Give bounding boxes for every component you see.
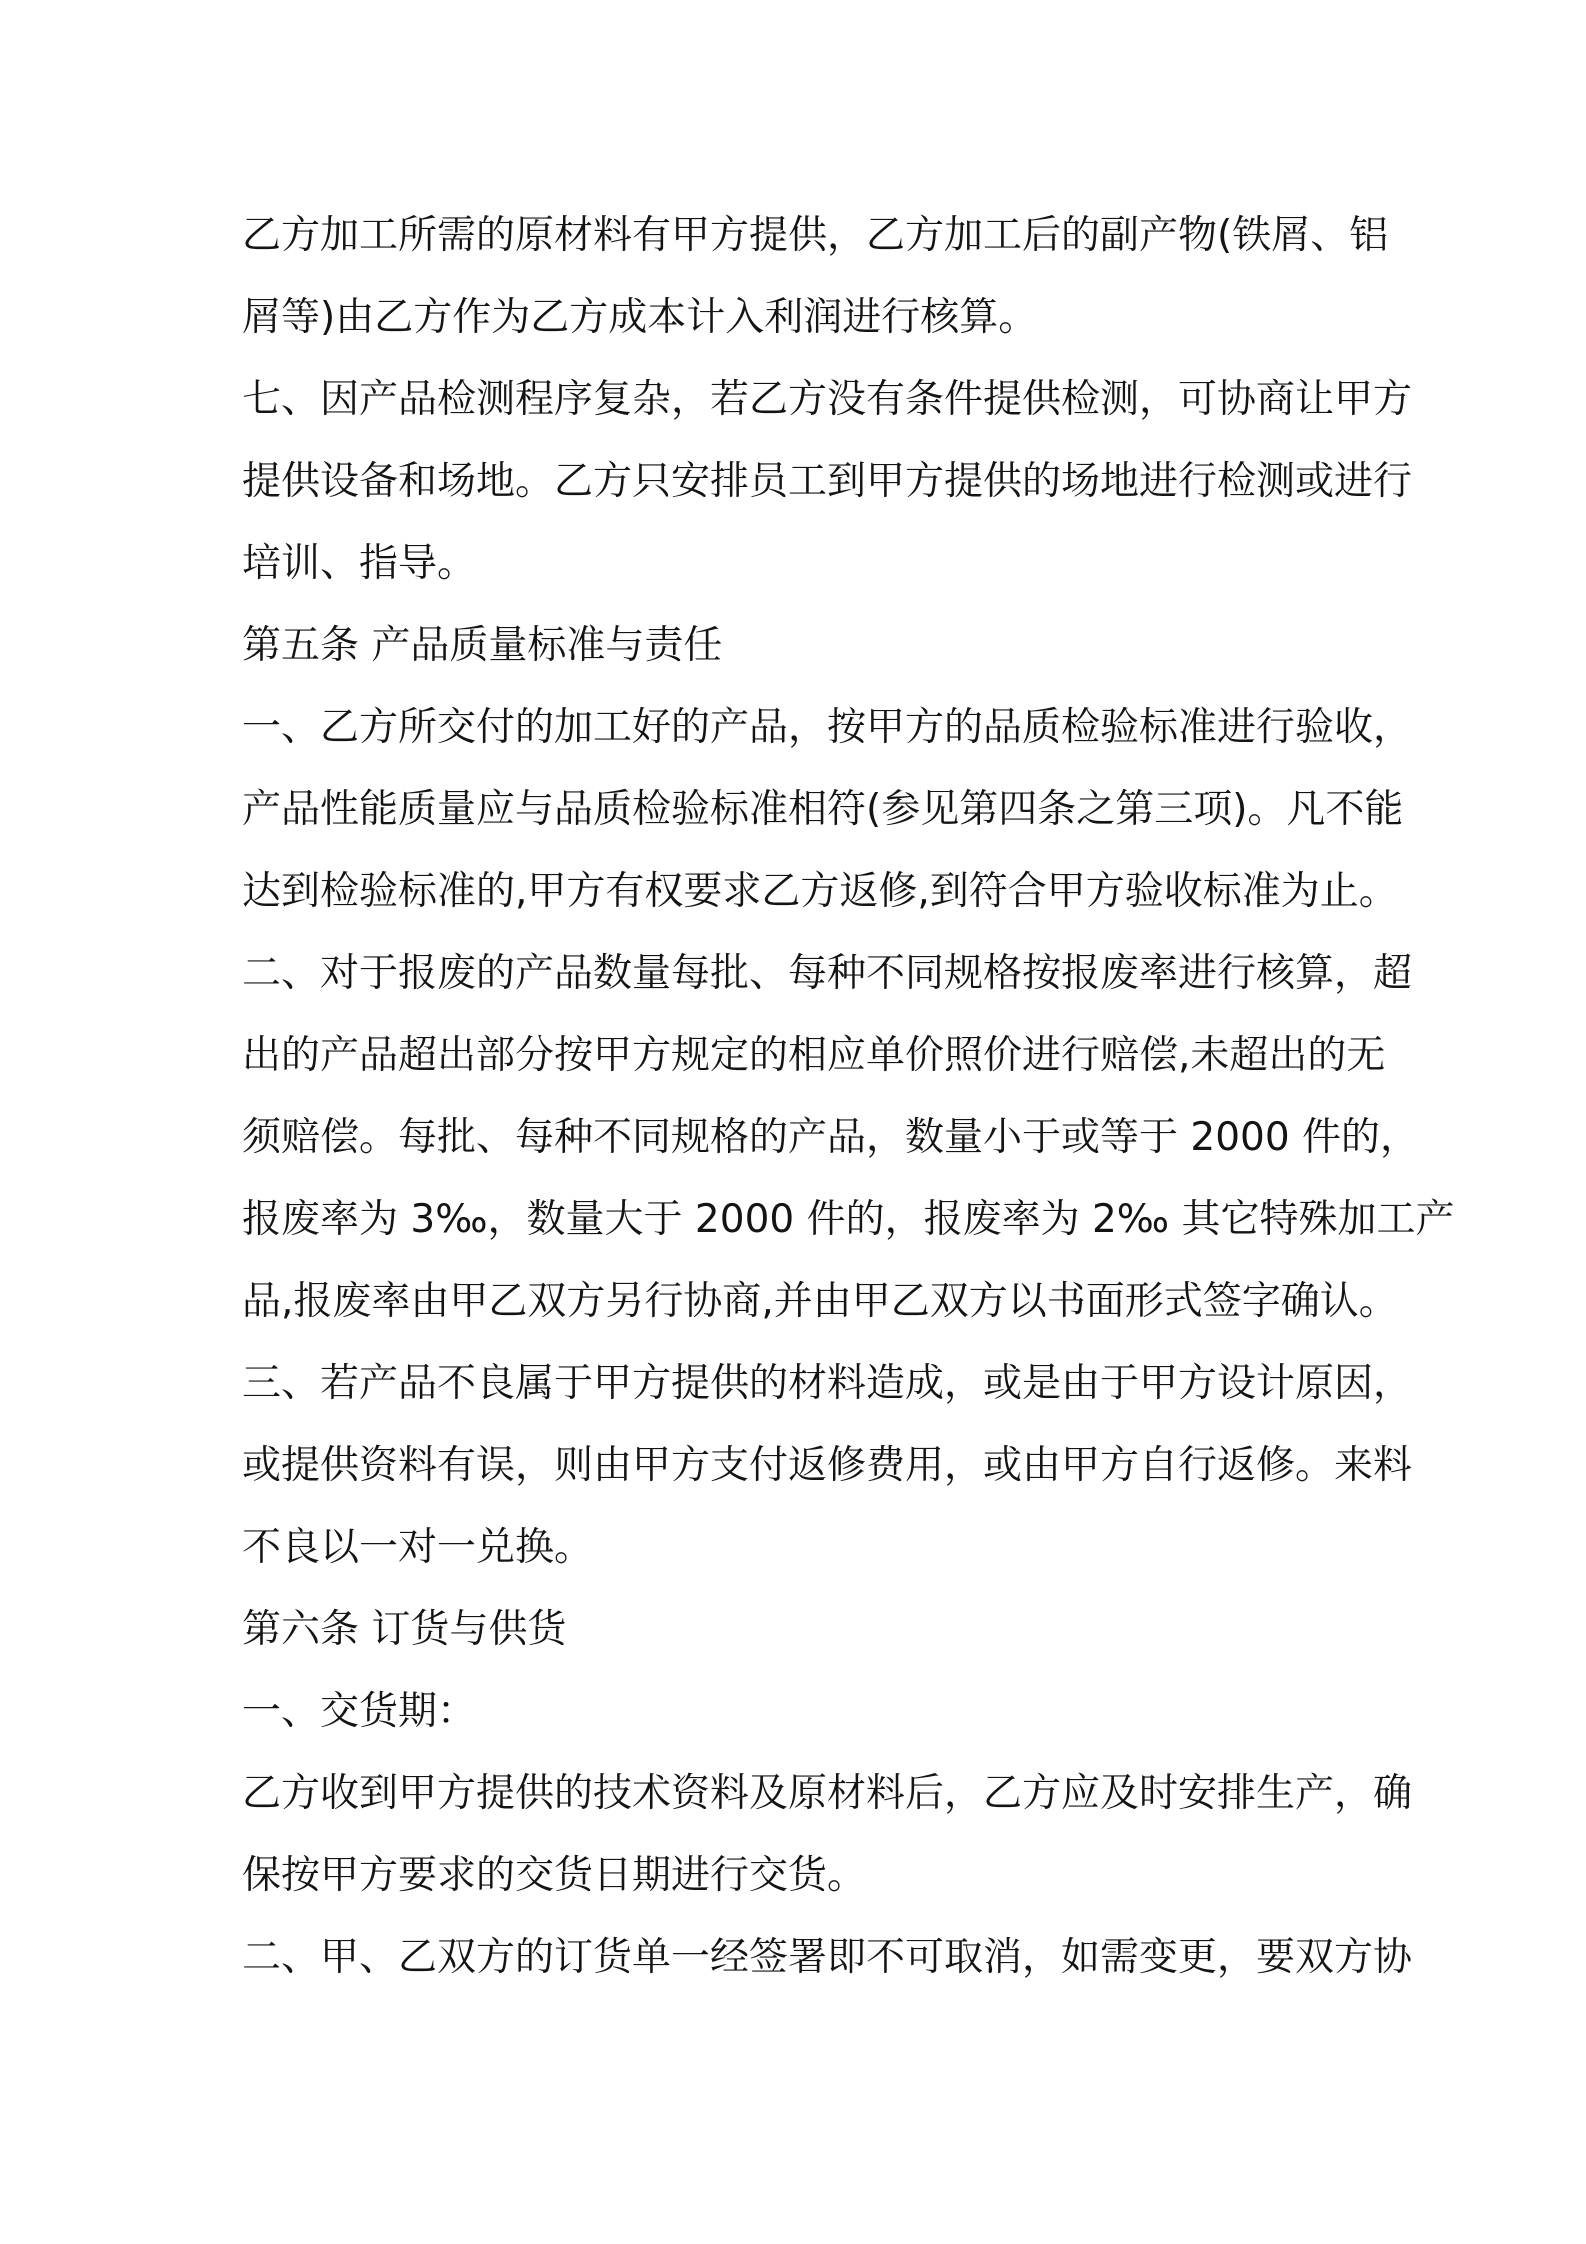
paragraph-line: 须赔偿。每批、每种不同规格的产品，数量小于或等于 2000 件的， xyxy=(242,1115,1420,1160)
paragraph-line: 产品性能质量应与品质检验标准相符(参见第四条之第三项)。凡不能 xyxy=(242,787,1404,832)
section-heading-article-6: 第六条 订货与供货 xyxy=(242,1607,567,1652)
paragraph-line: 二、对于报废的产品数量每批、每种不同规格按报废率进行核算，超 xyxy=(242,951,1413,996)
document-body xyxy=(242,195,1455,1999)
paragraph-line: 保按甲方要求的交货日期进行交货。 xyxy=(242,1853,867,1898)
paragraph-line: 二、甲、乙双方的订货单一经签署即不可取消，如需变更，要双方协 xyxy=(242,1935,1413,1980)
section-heading-article-5: 第五条 产品质量标准与责任 xyxy=(242,623,723,668)
paragraph-line: 一、交货期： xyxy=(242,1689,477,1734)
paragraph-line: 培训、指导。 xyxy=(242,541,477,586)
paragraph-line: 不良以一对一兑换。 xyxy=(242,1525,594,1570)
paragraph-line: 乙方加工所需的原材料有甲方提供，乙方加工后的副产物(铁屑、铝 xyxy=(242,213,1389,258)
paragraph-line: 三、若产品不良属于甲方提供的材料造成，或是由于甲方设计原因， xyxy=(242,1361,1413,1406)
paragraph-line: 七、因产品检测程序复杂，若乙方没有条件提供检测，可协商让甲方 xyxy=(242,377,1413,422)
paragraph-line: 乙方收到甲方提供的技术资料及原材料后，乙方应及时安排生产，确 xyxy=(242,1771,1413,1816)
paragraph-line: 报废率为 3‰，数量大于 2000 件的，报废率为 2‰ 其它特殊加工产 xyxy=(242,1197,1455,1242)
paragraph-line: 达到检验标准的,甲方有权要求乙方返修,到符合甲方验收标准为止。 xyxy=(242,869,1398,914)
paragraph-line: 出的产品超出部分按甲方规定的相应单价照价进行赔偿,未超出的无 xyxy=(242,1033,1386,1078)
paragraph-line: 提供设备和场地。乙方只安排员工到甲方提供的场地进行检测或进行 xyxy=(242,459,1413,504)
paragraph-line: 屑等)由乙方作为乙方成本计入利润进行核算。 xyxy=(242,295,1038,340)
paragraph-line: 或提供资料有误，则由甲方支付返修费用，或由甲方自行返修。来料 xyxy=(242,1443,1413,1488)
paragraph-line: 一、乙方所交付的加工好的产品，按甲方的品质检验标准进行验收， xyxy=(242,705,1413,750)
paragraph-line: 品,报废率由甲乙双方另行协商,并由甲乙双方以书面形式签字确认。 xyxy=(242,1279,1398,1324)
